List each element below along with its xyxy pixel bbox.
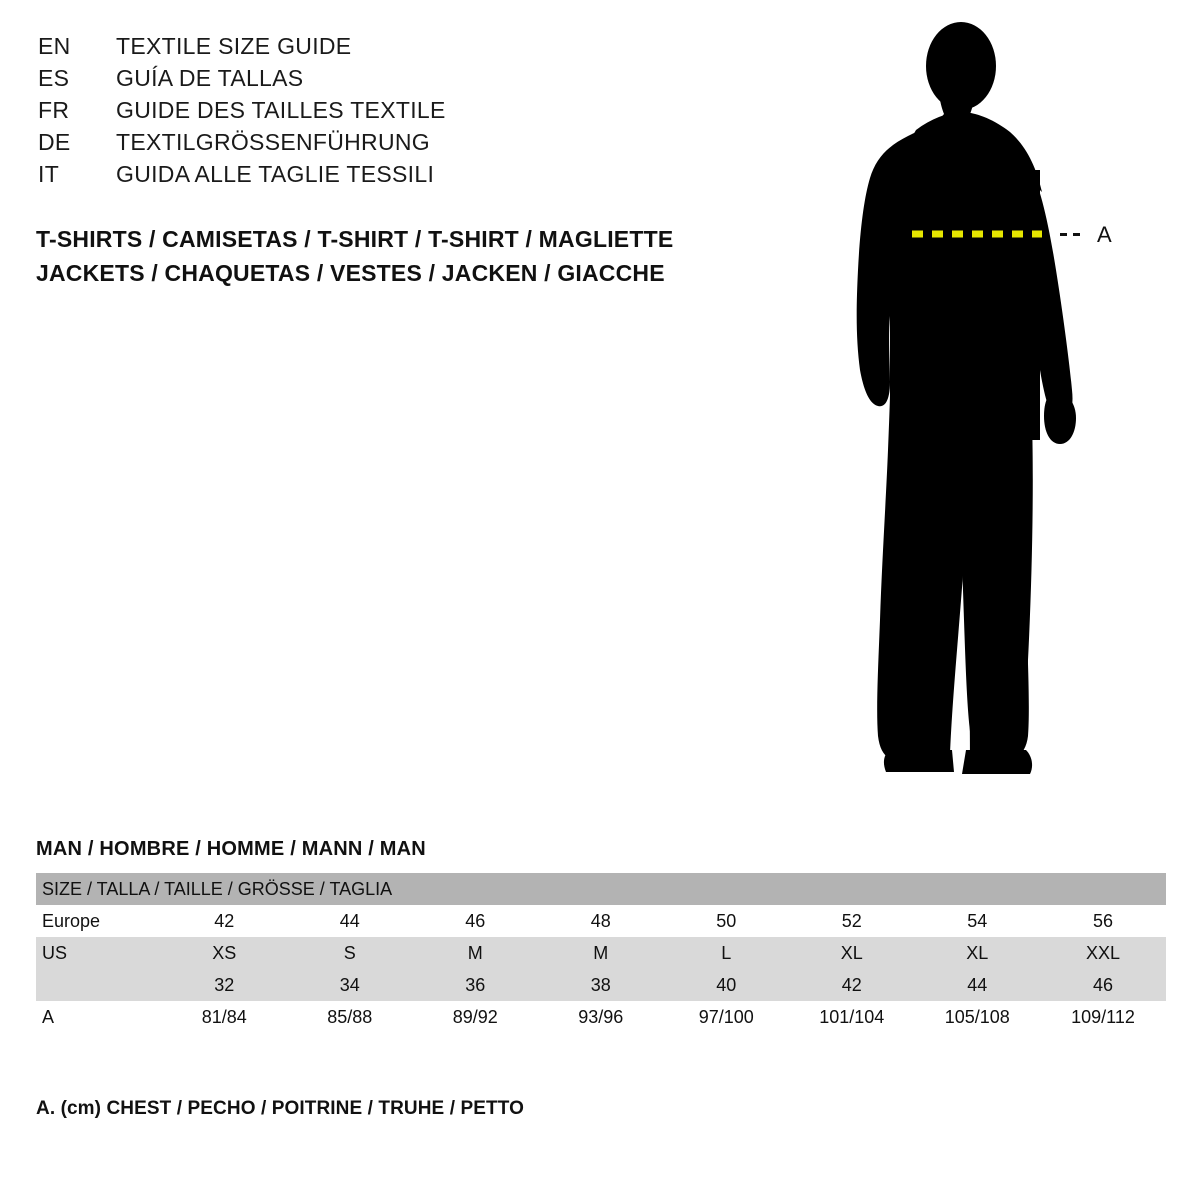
cell-value: 34 <box>339 974 360 995</box>
cell-value: 48 <box>590 910 611 931</box>
cell-value: 42 <box>214 910 235 931</box>
cell-value: 44 <box>967 974 988 995</box>
language-code: ES <box>38 65 70 91</box>
language-title: GUÍA DE TALLAS <box>116 65 304 91</box>
cell-value: 101/104 <box>819 1006 885 1027</box>
language-code: DE <box>38 129 71 155</box>
cell-value: XXL <box>1085 942 1121 963</box>
cell-value: XL <box>840 942 863 963</box>
language-row <box>38 126 738 158</box>
cell-value: 42 <box>841 974 862 995</box>
cell-value: 109/112 <box>1071 1006 1135 1027</box>
table-header-label: SIZE / TALLA / TAILLE / GRÖSSE / TAGLIA <box>36 873 1166 905</box>
language-row <box>38 94 738 126</box>
measurement-footnote: A. (cm) CHEST / PECHO / POITRINE / TRUHE / PETTO <box>36 1098 524 1119</box>
cell-value: 93/96 <box>578 1006 624 1027</box>
row-label: US <box>42 942 68 963</box>
category-list <box>36 222 796 290</box>
table-header-row <box>36 873 1166 905</box>
cell-value: XS <box>212 942 237 963</box>
cell-value: 56 <box>1092 910 1114 931</box>
language-title: TEXTILGRÖSSENFÜHRUNG <box>116 129 430 155</box>
language-code: FR <box>38 97 70 123</box>
row-label <box>36 969 162 1001</box>
cell-value: 32 <box>214 974 235 995</box>
cell-value: 46 <box>1092 974 1114 995</box>
language-title: GUIDE DES TAILLES TEXTILE <box>116 97 446 123</box>
table-group-title: MAN / HOMBRE / HOMME / MANN / MAN <box>36 838 426 860</box>
size-table <box>36 873 1166 1033</box>
category-tshirts: T-SHIRTS / CAMISETAS / T-SHIRT / T-SHIRT / MAGLIETTE <box>36 226 674 252</box>
cell-value: 54 <box>967 910 988 931</box>
cell-value: 38 <box>590 974 611 995</box>
table-row <box>36 905 1166 937</box>
silhouette-svg <box>820 20 1180 800</box>
language-row <box>38 30 738 62</box>
cell-value: M <box>467 942 483 963</box>
language-list <box>38 30 738 190</box>
cell-value: M <box>593 942 609 963</box>
language-code: IT <box>38 161 60 187</box>
cell-value: L <box>721 942 732 963</box>
cell-value: 46 <box>465 910 486 931</box>
cell-value: 36 <box>465 974 486 995</box>
cell-value: 105/108 <box>944 1006 1010 1027</box>
category-jackets: JACKETS / CHAQUETAS / VESTES / JACKEN / GIACCHE <box>36 260 665 286</box>
measure-leader-dash <box>1060 233 1086 236</box>
row-label: A <box>42 1006 55 1027</box>
language-title: GUIDA ALLE TAGLIE TESSILI <box>116 161 435 187</box>
cell-value: 85/88 <box>327 1006 373 1027</box>
cell-value: 52 <box>841 910 862 931</box>
table-row <box>36 969 1166 1001</box>
cell-value: 89/92 <box>452 1006 498 1027</box>
table-row <box>36 1001 1166 1033</box>
language-code: EN <box>38 33 71 59</box>
row-label: Europe <box>42 910 101 931</box>
table-row <box>36 937 1166 969</box>
cell-value: 40 <box>716 974 737 995</box>
language-title: TEXTILE SIZE GUIDE <box>116 33 352 59</box>
cell-value: 97/100 <box>698 1006 754 1027</box>
cell-value: 81/84 <box>201 1006 247 1027</box>
cell-value: S <box>343 942 356 963</box>
cell-value: 44 <box>339 910 360 931</box>
language-row <box>38 158 738 190</box>
cell-value: XL <box>966 942 989 963</box>
measure-label-a: A <box>1097 222 1113 247</box>
cell-value: 50 <box>716 910 737 931</box>
language-row <box>38 62 738 94</box>
size-table-section <box>36 838 1166 1033</box>
male-silhouette-figure <box>820 20 1180 800</box>
